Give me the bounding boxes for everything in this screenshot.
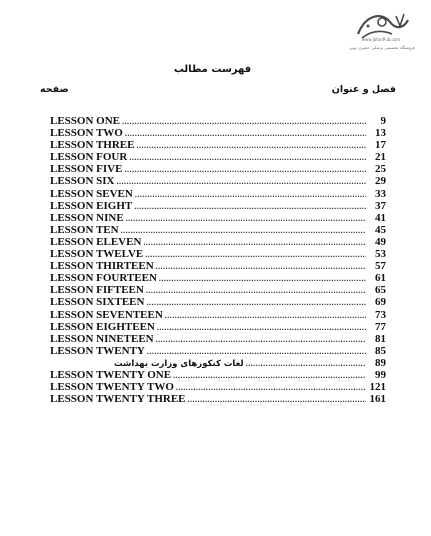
toc-dot-leader: [165, 310, 366, 322]
toc-entry-page-number: 13: [375, 127, 386, 140]
toc-entry-page-number: 81: [375, 332, 386, 345]
toc-entry-page-number: 9: [380, 115, 386, 127]
toc-list: [50, 115, 386, 405]
toc-entry: [50, 175, 386, 187]
toc-entry-page-number: 65: [375, 284, 386, 297]
toc-entry: [50, 236, 386, 248]
toc-entry: [50, 284, 386, 296]
toc-entry-page-number: 73: [375, 308, 386, 321]
toc-entry-page-number: 45: [375, 223, 386, 236]
publisher-logo-icon: [352, 8, 412, 48]
toc-entry-page-number: 53: [375, 248, 386, 261]
toc-entry-title: LESSON FOUR: [50, 151, 128, 164]
toc-entry: [50, 151, 386, 163]
toc-entry-page-number: 69: [375, 296, 386, 309]
toc-dot-leader: [143, 237, 366, 249]
toc-entry: [50, 163, 386, 175]
toc-entry: [50, 321, 386, 333]
toc-entry-title: لغات کنکورهای وزارت بهداشت: [114, 358, 244, 369]
toc-entry-title: LESSON ONE: [50, 115, 120, 127]
toc-entry-title: LESSON FOURTEEN: [50, 272, 157, 285]
chapter-column-header: فصل و عنوان: [331, 84, 396, 95]
toc-entry: [50, 369, 386, 381]
toc-entry-title: LESSON NINE: [50, 211, 124, 224]
toc-entry-title: LESSON EIGHT: [50, 199, 133, 212]
toc-entry-page-number: 61: [375, 272, 386, 285]
toc-entry: [50, 224, 386, 236]
toc-entry: [50, 296, 386, 308]
toc-entry: [50, 381, 386, 393]
toc-entry-title: LESSON SEVENTEEN: [50, 308, 163, 321]
toc-entry: [50, 127, 386, 139]
toc-dot-leader: [136, 140, 366, 152]
toc-dot-leader: [145, 249, 366, 261]
toc-entry-title: LESSON NINETEEN: [50, 332, 154, 345]
toc-entry-page-number: 77: [375, 320, 386, 333]
toc-dot-leader: [126, 213, 366, 225]
toc-entry: [50, 357, 386, 369]
toc-title: فهرست مطالب: [173, 64, 252, 75]
toc-entry-title: LESSON TWENTY: [50, 344, 145, 357]
toc-dot-leader: [117, 176, 366, 188]
toc-dot-leader: [173, 370, 366, 382]
toc-dot-leader: [246, 358, 366, 370]
toc-entry-page-number: 25: [375, 163, 386, 176]
publisher-url: www.JafariPub.com: [361, 37, 401, 42]
toc-entry-title: LESSON TWELVE: [50, 248, 144, 261]
toc-entry: [50, 345, 386, 357]
toc-entry-title: LESSON FIFTEEN: [50, 284, 144, 297]
toc-dot-leader: [135, 189, 366, 201]
toc-entry: [50, 212, 386, 224]
toc-entry-title: LESSON SIX: [50, 175, 115, 188]
toc-dot-leader: [121, 225, 366, 237]
toc-entry: [50, 260, 386, 272]
toc-dot-leader: [129, 152, 366, 164]
toc-entry-title: LESSON SIXTEEN: [50, 296, 145, 309]
toc-entry-title: LESSON TWENTY TWO: [50, 381, 174, 394]
publisher-tagline: فروشگاه تخصصی پزشکی جعفری نوین: [349, 45, 415, 50]
toc-dot-leader: [156, 261, 366, 273]
toc-entry-title: LESSON EIGHTEEN: [50, 320, 155, 333]
toc-dot-leader: [176, 382, 366, 394]
toc-dot-leader: [125, 128, 366, 140]
toc-entry-title: LESSON TWENTY THREE: [50, 393, 186, 406]
toc-entry-title: LESSON TWENTY ONE: [50, 368, 172, 381]
toc-entry-title: LESSON THIRTEEN: [50, 260, 154, 273]
toc-entry-title: LESSON ELEVEN: [50, 235, 142, 248]
toc-dot-leader: [157, 322, 366, 334]
toc-dot-leader: [188, 394, 366, 406]
toc-entry-title: LESSON THREE: [50, 139, 135, 152]
toc-entry: [50, 188, 386, 200]
toc-entry-title: LESSON TWO: [50, 127, 123, 140]
toc-entry-page-number: 57: [375, 260, 386, 273]
toc-entry-page-number: 89: [375, 356, 386, 369]
toc-entry-page-number: 99: [375, 368, 386, 381]
toc-dot-leader: [134, 201, 366, 213]
toc-entry: [50, 309, 386, 321]
toc-entry: [50, 139, 386, 151]
toc-entry: [50, 333, 386, 345]
toc-entry-title: LESSON SEVEN: [50, 187, 133, 200]
toc-entry: [50, 200, 386, 212]
toc-dot-leader: [146, 297, 366, 309]
toc-entry: [50, 393, 386, 405]
toc-entry: [50, 272, 386, 284]
toc-entry-title: LESSON TEN: [50, 223, 119, 236]
toc-entry-page-number: 41: [375, 211, 386, 224]
toc-dot-leader: [146, 285, 366, 297]
toc-entry: [50, 115, 386, 127]
toc-entry-page-number: 33: [375, 187, 386, 200]
toc-entry-page-number: 161: [369, 393, 386, 406]
page-column-header: صفحه: [40, 84, 69, 95]
toc-dot-leader: [156, 334, 366, 346]
toc-dot-leader: [147, 346, 366, 358]
toc-entry-page-number: 17: [375, 139, 386, 152]
toc-entry: [50, 248, 386, 260]
toc-entry-page-number: 121: [369, 381, 386, 394]
toc-dot-leader: [124, 164, 366, 176]
toc-entry-title: LESSON FIVE: [50, 163, 123, 176]
toc-entry-page-number: 49: [375, 235, 386, 248]
toc-entry-page-number: 21: [375, 151, 386, 164]
toc-dot-leader: [122, 116, 366, 128]
toc-entry-page-number: 85: [375, 344, 386, 357]
toc-entry-page-number: 37: [375, 199, 386, 212]
toc-dot-leader: [159, 273, 366, 285]
toc-entry-page-number: 29: [375, 175, 386, 188]
